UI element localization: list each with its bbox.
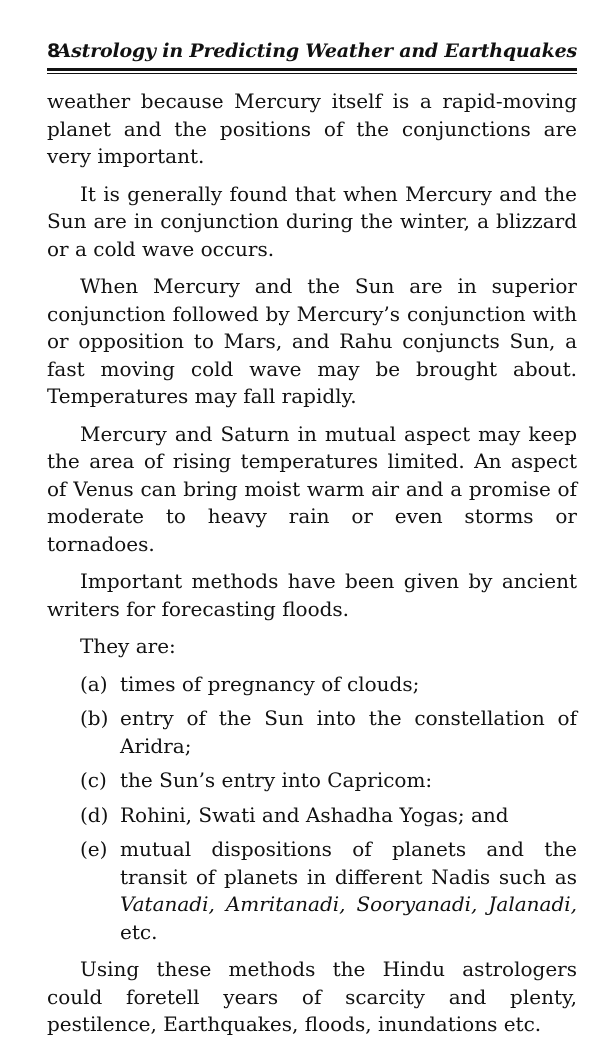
list-item xyxy=(80,671,577,699)
list-item xyxy=(80,836,577,946)
nadi-term: Amritanadi, xyxy=(225,892,346,916)
list-item xyxy=(80,767,577,795)
page-number: 8 xyxy=(47,40,61,62)
page-header xyxy=(47,38,577,66)
list-item-text: Rohini, Swati and Ashadha Yogas; and xyxy=(120,802,509,827)
paragraph: It is generally found that when Mercury and the Sun are in conjunction during the winter, a blizzard or a cold wave occurs. xyxy=(47,181,577,261)
running-title: Astrology in Predicting Weather and Earthquakes xyxy=(56,40,577,62)
list-item-text: entry of the Sun into the constellation of Aridra; xyxy=(120,706,577,758)
header-rule-thick xyxy=(47,68,577,71)
list-item-label: (a) xyxy=(80,671,108,696)
list-item-label: (c) xyxy=(80,768,107,792)
list-item-text: times of pregnancy of clouds; xyxy=(120,671,420,696)
list-intro: They are: xyxy=(80,634,176,658)
nadi-term: Vatanadi, xyxy=(120,892,215,916)
list-item xyxy=(80,705,577,760)
nadi-term: Sooryanadi, xyxy=(356,892,478,916)
header-rule-thin xyxy=(47,73,577,74)
list-item-label: (d) xyxy=(80,802,109,827)
list-item-text-prefix: mutual dispositions of planets and the transit of planets in different Nadis such as xyxy=(120,837,577,889)
methods-list xyxy=(80,671,577,947)
list-item-label: (b) xyxy=(80,706,109,730)
list-item-text-suffix: etc. xyxy=(120,919,158,944)
list-item-text: the Sun’s entry into Capricom: xyxy=(120,768,433,792)
list-item xyxy=(80,802,577,830)
paragraph-continued: weather because Mercury itself is a rapid-moving planet and the positions of the conjunctions are very important. xyxy=(47,89,577,168)
list-item-label: (e) xyxy=(80,837,108,861)
page-body xyxy=(47,88,577,1049)
closing-paragraph: Using these methods the Hindu astrologers could foretell years of scarcity and plenty, pestilence, Earthquakes, floods, inundations etc. xyxy=(47,957,577,1036)
paragraph: Mercury and Saturn in mutual aspect may keep the area of rising temperatures limited. An aspect of Venus can bring moist warm air and a promise of moderate to heavy rain or even storms or tornadoes. xyxy=(47,421,577,556)
list-item-text xyxy=(120,836,577,946)
nadi-term: Jalanadi, xyxy=(488,892,578,916)
paragraph: When Mercury and the Sun are in superior conjunction followed by Mercury’s conjunction with or opposition to Mars, and Rahu conjuncts Sun, a fast moving cold wave may be brought about. Temperatures may fall rapidly. xyxy=(47,274,577,408)
paragraph: Important methods have been given by ancient writers for forecasting floods. xyxy=(47,569,577,621)
